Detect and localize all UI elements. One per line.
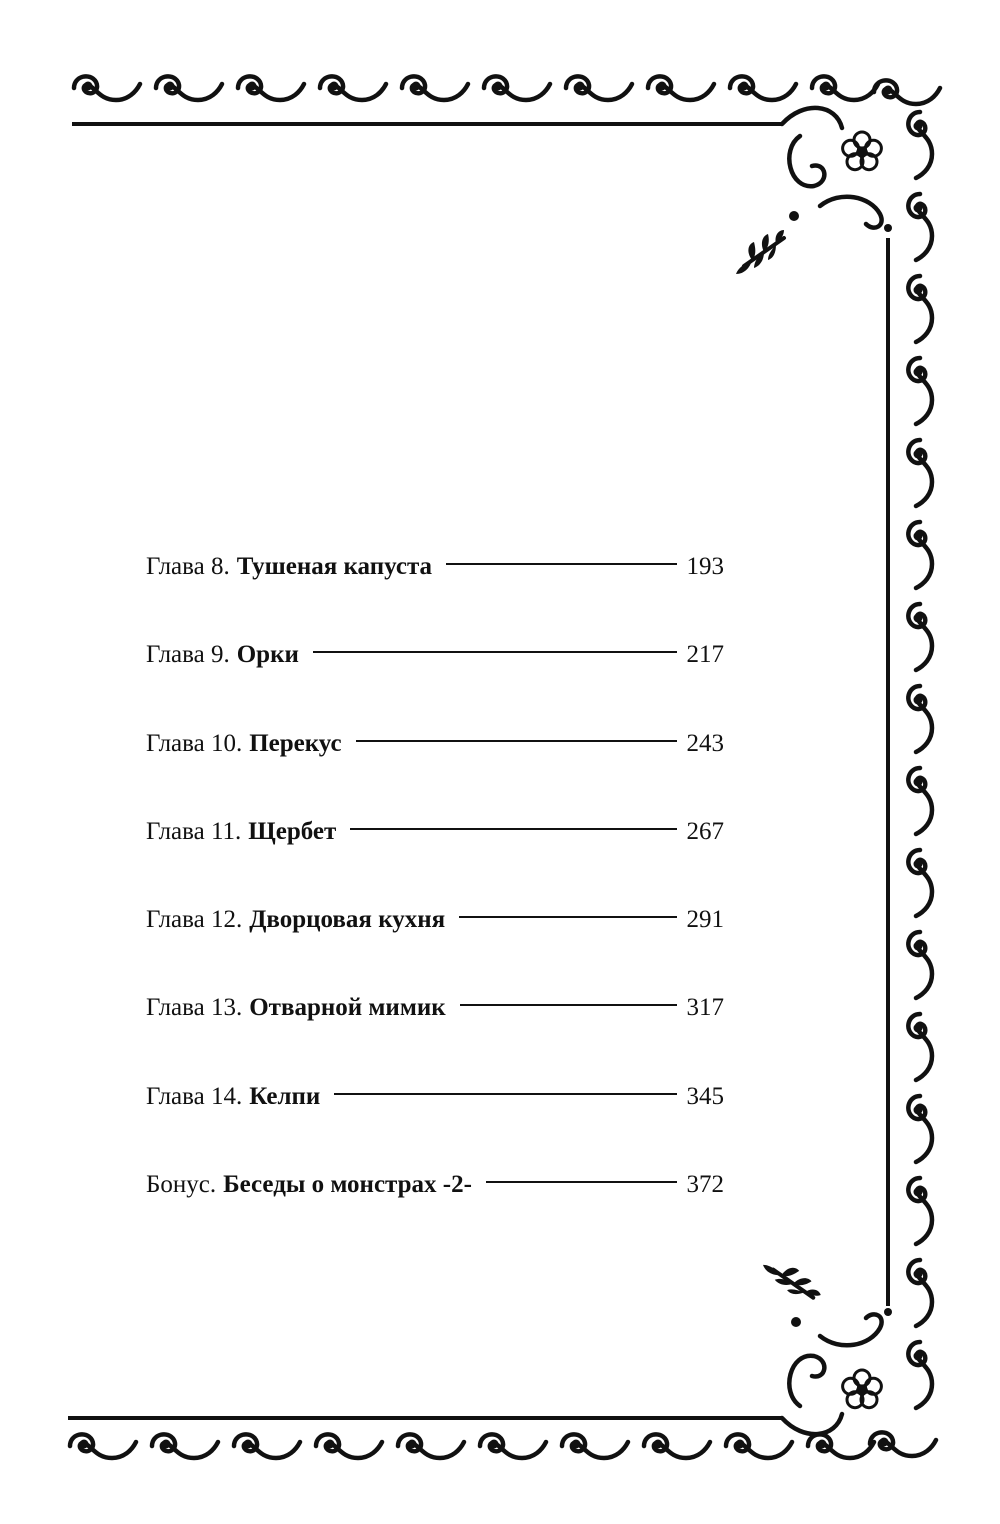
page-number: 345 — [686, 1082, 724, 1110]
chapter-label: Глава 12. — [146, 906, 243, 934]
chapter-label: Глава 11. — [146, 817, 242, 845]
toc-entry[interactable] — [146, 812, 724, 852]
leader-line — [486, 1181, 677, 1183]
chapter-title: Келпи — [249, 1082, 321, 1110]
page-number: 267 — [686, 817, 724, 845]
toc-entry[interactable] — [146, 1165, 724, 1205]
corner-flower-icon — [843, 1370, 882, 1408]
leader-line — [446, 563, 676, 565]
chapter-title: Дворцовая кухня — [249, 906, 446, 934]
page-number: 291 — [686, 906, 724, 934]
toc-entry[interactable] — [146, 988, 724, 1028]
scroll-border-bottom — [70, 1432, 936, 1458]
table-of-contents — [146, 547, 724, 1253]
chapter-title: Щербет — [248, 817, 337, 845]
chapter-label: Глава 14. — [146, 1082, 243, 1110]
chapter-label: Глава 9. — [146, 641, 230, 669]
leaf-sprig-icon — [736, 230, 784, 274]
chapter-title: Перекус — [249, 729, 342, 757]
leader-line — [356, 740, 677, 742]
chapter-label: Глава 13. — [146, 994, 243, 1022]
corner-flower-icon — [843, 132, 882, 170]
leaf-sprig-icon — [763, 1250, 821, 1310]
page-number: 243 — [686, 729, 724, 757]
toc-entry[interactable] — [146, 724, 724, 764]
chapter-title: Тушеная капуста — [236, 553, 433, 580]
corner-ornament-bottom — [763, 1250, 892, 1434]
toc-entry[interactable] — [146, 1077, 724, 1117]
chapter-title: Отварной мимик — [249, 994, 446, 1022]
page-number: 193 — [686, 553, 724, 580]
chapter-label: Глава 8. — [146, 553, 230, 580]
corner-ornament-top — [736, 108, 892, 274]
toc-entry[interactable] — [146, 900, 724, 940]
scroll-border-right — [908, 112, 932, 1408]
scroll-border-top — [74, 76, 940, 104]
page-number: 317 — [686, 994, 724, 1022]
leader-line — [350, 828, 676, 830]
leader-line — [460, 1004, 677, 1006]
toc-entry[interactable] — [146, 547, 724, 587]
page-number: 217 — [686, 641, 724, 669]
leader-line — [334, 1093, 676, 1095]
chapter-title: Орки — [236, 641, 299, 669]
leader-line — [313, 651, 677, 653]
bonus-label: Бонус. — [146, 1171, 217, 1199]
page-number: 372 — [686, 1171, 724, 1199]
leader-line — [459, 916, 676, 918]
toc-entry[interactable] — [146, 635, 724, 675]
chapter-label: Глава 10. — [146, 729, 243, 757]
bonus-title: Беседы о монстрах -2- — [223, 1171, 472, 1199]
